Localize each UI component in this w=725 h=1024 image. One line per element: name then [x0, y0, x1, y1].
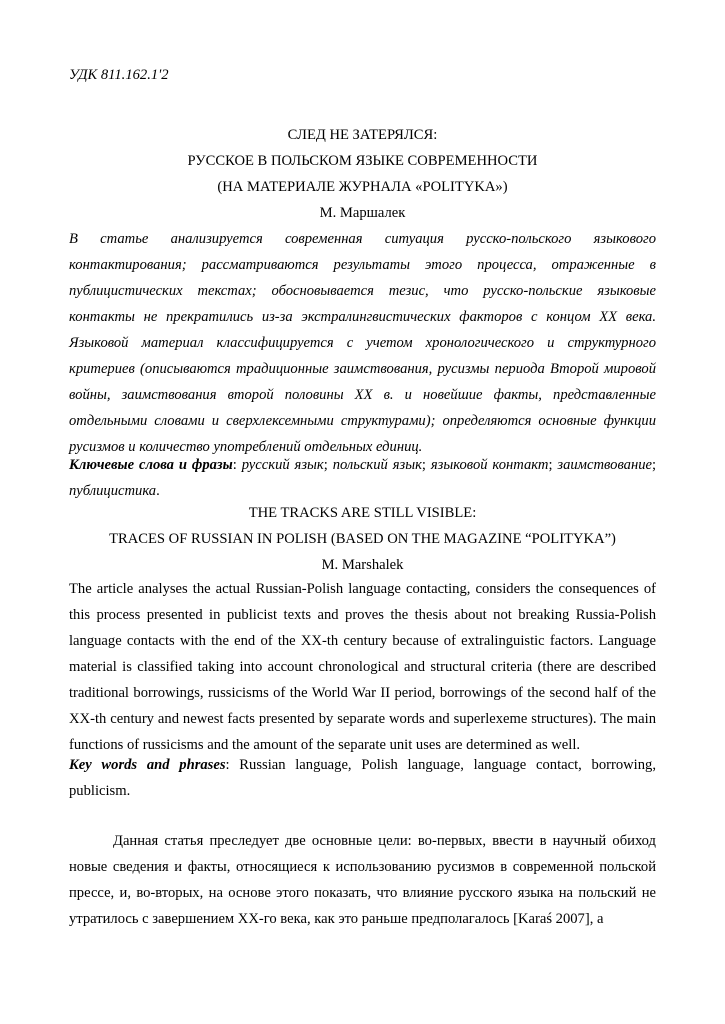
en-keywords-text: : Russian language, Polish language, language contact, borrowing, publicism.	[69, 757, 656, 799]
en-keywords-label: Key words and phrases	[69, 757, 226, 773]
ru-keyword-sep: ;	[421, 457, 431, 473]
ru-keywords-colon: :	[232, 457, 242, 473]
en-author: M. Marshalek	[321, 557, 404, 573]
ru-keyword-3: языковой контакт	[430, 457, 549, 473]
en-title-block	[69, 500, 656, 578]
ru-author: М. Маршалек	[319, 205, 406, 221]
ru-keyword-4: заимствование	[557, 457, 652, 473]
ru-keywords-end: .	[156, 483, 160, 499]
ru-title-line-2: РУССКОЕ В ПОЛЬСКОМ ЯЗЫКЕ СОВРЕМЕННОСТИ	[187, 153, 538, 169]
en-title-line-1: THE TRACKS ARE STILL VISIBLE:	[248, 505, 477, 521]
ru-keyword-2: польский язык	[332, 457, 422, 473]
ru-keywords	[69, 452, 656, 504]
ru-keyword-1: русский язык	[241, 457, 324, 473]
ru-keyword-5: публицистика	[69, 483, 157, 499]
body-paragraph: Данная статья преследует две основные цели: во-первых, ввести в научный обиход новые сведения и факты, относящиеся к использованию русизмов в современной польской прессе, и, во-вторых, на основе этого показать, что влияние русского языка на польский не утратилось с завершением XX-го века, как это раньше предполагалось [Karaś 2007], а	[69, 833, 656, 927]
ru-keywords-label: Ключевые слова и фразы	[69, 457, 233, 473]
ru-keyword-sep: ;	[548, 457, 558, 473]
en-title-line-2: TRACES OF RUSSIAN IN POLISH (BASED ON THE MAGAZINE “POLITYKA”)	[109, 531, 616, 547]
en-abstract: The article analyses the actual Russian-Polish language contacting, considers the consequences of this process presented in publicist texts and proves the thesis about not breaking Russia-Polish language contacts with the end of the XX-th century because of extralinguistic factors. Language material is classified taking into account chronological and structural criteria (there are described traditional borrowings, russicisms of the World War II period, borrowings of the second half of the XX-th century and newest facts presented by separate words and superlexeme structures). The main functions of russicisms and the amount of the separate unit uses are determined as well.	[69, 581, 656, 753]
udk-code: УДК 811.162.1'2	[69, 67, 169, 83]
ru-title-block	[69, 122, 656, 226]
en-keywords	[69, 752, 656, 804]
ru-keyword-sep: ;	[323, 457, 333, 473]
ru-abstract: В статье анализируется современная ситуация русско-польского языкового контактирования; рассматриваются результаты этого процесса, отраженные в публицистических текстах; обосновывается тезис, что русско-польские языковые контакты не прекратились из-за экстралингвистических факторов с концом XX века. Языковой материал классифицируется с учетом хронологического и структурного критериев (описываются традиционные заимствования, русизмы периода Второй мировой войны, заимствования второй половины XX в. и новейшие факты, представленные отдельными словами и сверхлексемными структурами); определяются основные функции русизмов и количество употреблений отдельных единиц.	[69, 231, 656, 455]
ru-title-line-3: (НА МАТЕРИАЛЕ ЖУРНАЛА «POLITYKA»)	[217, 179, 508, 195]
ru-title-line-1: СЛЕД НЕ ЗАТЕРЯЛСЯ:	[287, 127, 438, 143]
ru-keyword-sep: ;	[652, 457, 657, 473]
